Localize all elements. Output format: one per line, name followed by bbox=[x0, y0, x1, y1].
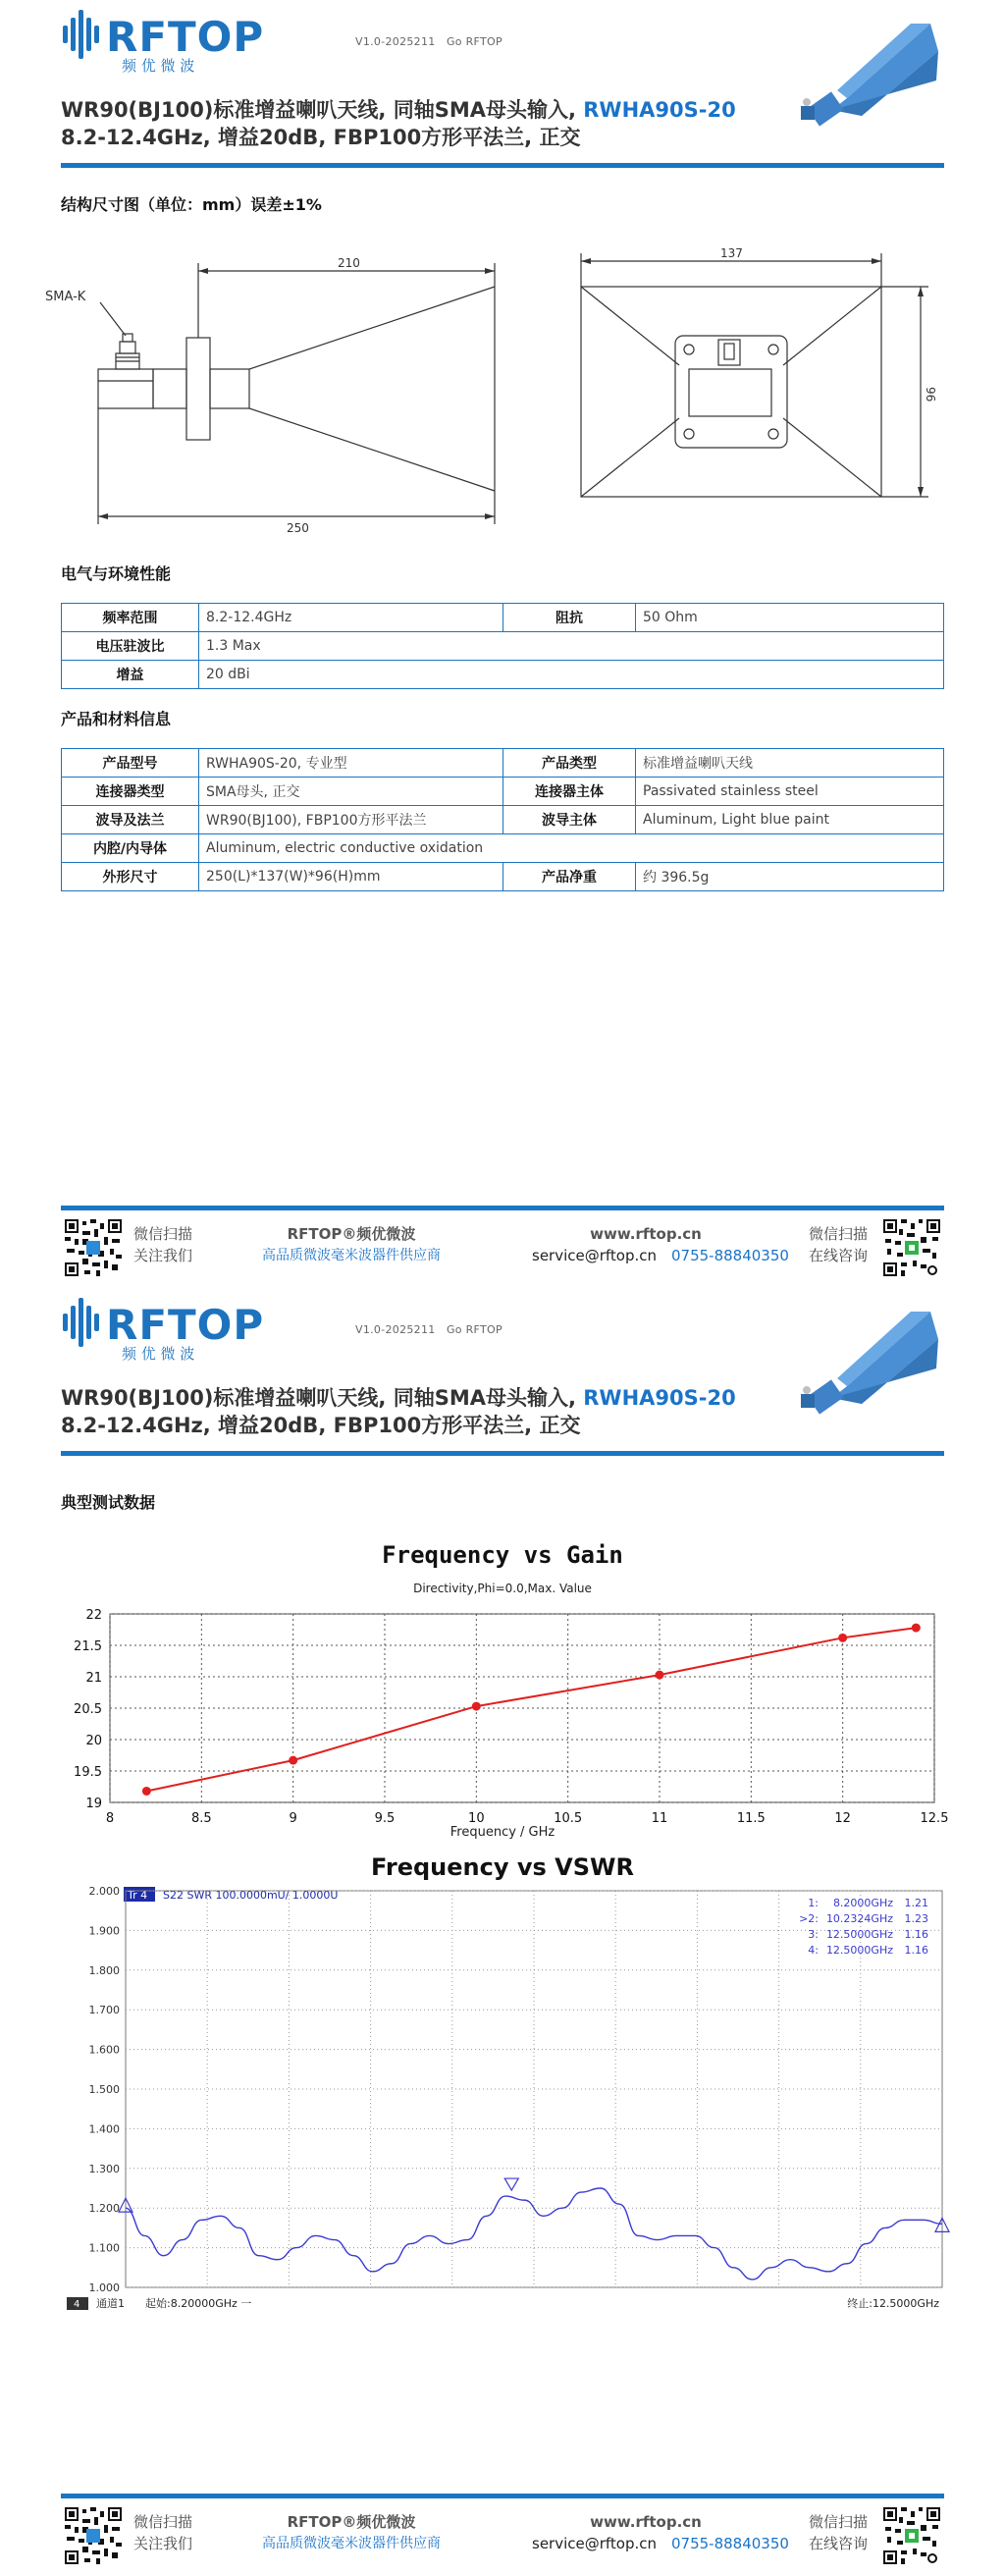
qr-code-consult-icon bbox=[883, 1219, 940, 1276]
footer-company: RFTOP®频优微波 bbox=[287, 2513, 416, 2531]
gain-xtick-label: 11 bbox=[651, 1811, 668, 1826]
flange-front bbox=[675, 336, 787, 448]
footer-slogan: 高品质微波毫米波器件供应商 bbox=[262, 2536, 441, 2551]
section-title-electrical: 电气与环境性能 bbox=[61, 564, 172, 583]
product-info-table bbox=[61, 748, 944, 891]
version-number: V1.0-2025211 bbox=[355, 35, 436, 48]
trace-info: S22 SWR 100.0000mU/ 1.0000U bbox=[163, 1889, 339, 1902]
connector-body-label: 连接器主体 bbox=[503, 778, 636, 806]
footer-divider bbox=[61, 2494, 944, 2498]
section-title-test-data: 典型测试数据 bbox=[61, 1493, 156, 1512]
footer-phone: 0755-88840350 bbox=[671, 2535, 789, 2552]
waveguide-label: 波导及法兰 bbox=[62, 806, 199, 834]
vswr-label: 电压驻波比 bbox=[62, 632, 199, 661]
horn-aperture bbox=[581, 287, 881, 497]
waveguide-body-value: Aluminum, Light blue paint bbox=[636, 806, 944, 834]
connector-type-label: 连接器类型 bbox=[62, 778, 199, 806]
vswr-ytick-label: 1.900 bbox=[88, 1924, 120, 1938]
footer-email[interactable]: service@rftop.cn bbox=[532, 2535, 658, 2552]
gain-chart-xticks bbox=[106, 1811, 949, 1826]
brand-text: RFTOP bbox=[106, 1301, 265, 1349]
table-row bbox=[62, 778, 944, 806]
title-model: RWHA90S-20 bbox=[583, 98, 736, 122]
inner-value: Aluminum, electric conductive oxidation bbox=[199, 834, 944, 863]
footer-wechat-scan: 微信扫描 bbox=[133, 2513, 193, 2531]
marker-value: 1.23 bbox=[904, 1912, 928, 1925]
version-line bbox=[355, 35, 502, 48]
gain-series-line bbox=[146, 1628, 916, 1791]
table-row bbox=[62, 834, 944, 863]
brand-text: RFTOP bbox=[106, 13, 265, 61]
vswr-ytick-label: 1.500 bbox=[88, 2083, 120, 2096]
connector-body-value: Passivated stainless steel bbox=[636, 778, 944, 806]
footer-phone: 0755-88840350 bbox=[671, 1247, 789, 1264]
model-value: RWHA90S-20, 专业型 bbox=[199, 749, 503, 778]
brand-cn-text: 频 优 微 波 bbox=[122, 57, 195, 75]
vswr-ytick-label: 1.600 bbox=[88, 2043, 120, 2057]
gain-chart-title: Frequency vs Gain bbox=[382, 1541, 623, 1569]
gain-chart-series bbox=[142, 1624, 921, 1796]
type-label: 产品类型 bbox=[503, 749, 636, 778]
table-row bbox=[62, 604, 944, 632]
product-title-line-2: 8.2-12.4GHz, 增益20dB, FBP100方形平法兰, 正交 bbox=[61, 126, 581, 149]
product-title-line-1 bbox=[61, 94, 736, 124]
gain-chart-xlabel: Frequency / GHz bbox=[450, 1825, 555, 1840]
table-row bbox=[62, 863, 944, 891]
impedance-value: 50 Ohm bbox=[636, 604, 944, 632]
vswr-ytick-label: 1.300 bbox=[88, 2162, 120, 2175]
marker-frequency: 8.2000GHz bbox=[832, 1897, 893, 1909]
version-note: Go RFTOP bbox=[446, 1323, 502, 1336]
vswr-ytick-label: 1.400 bbox=[88, 2122, 120, 2136]
vswr-ytick-label: 1.000 bbox=[88, 2281, 120, 2294]
sweep-start: 起始:8.20000GHz 一 bbox=[145, 2297, 252, 2310]
vswr-marker-table bbox=[799, 1897, 928, 1957]
size-label: 外形尺寸 bbox=[62, 863, 199, 891]
horn-antenna-image bbox=[793, 22, 940, 130]
footer-wechat-scan-2: 微信扫描 bbox=[809, 2513, 869, 2531]
title-model: RWHA90S-20 bbox=[583, 1386, 736, 1410]
table-row bbox=[62, 632, 944, 661]
marker-value: 1.21 bbox=[904, 1897, 928, 1909]
freq-value: 8.2-12.4GHz bbox=[199, 604, 503, 632]
vswr-ytick-label: 1.200 bbox=[88, 2202, 120, 2216]
qr-code-icon bbox=[65, 1219, 122, 1276]
version-number: V1.0-2025211 bbox=[355, 1323, 436, 1336]
qr-code-icon bbox=[65, 2507, 122, 2564]
gain-xtick-label: 10.5 bbox=[554, 1811, 583, 1826]
header-divider bbox=[61, 1451, 944, 1456]
title-prefix: WR90(BJ100)标准增益喇叭天线, 同轴SMA母头输入, bbox=[61, 98, 584, 122]
footer-email[interactable]: service@rftop.cn bbox=[532, 1247, 658, 1264]
dimension-drawing bbox=[45, 232, 944, 536]
marker-value: 1.16 bbox=[904, 1928, 928, 1941]
gain-xtick-label: 11.5 bbox=[736, 1811, 766, 1826]
section-title-product: 产品和材料信息 bbox=[61, 710, 172, 728]
vswr-ytick-label: 1.700 bbox=[88, 2004, 120, 2017]
gain-ytick-label: 19.5 bbox=[74, 1765, 102, 1780]
section-title-dimensions: 结构尺寸图（单位：mm）误差±1% bbox=[61, 195, 322, 214]
vswr-value: 1.3 Max bbox=[199, 632, 944, 661]
marker-value: 1.16 bbox=[904, 1944, 928, 1957]
marker-frequency: 12.5000GHz bbox=[825, 1928, 893, 1941]
connector-type-value: SMA母头, 正交 bbox=[199, 778, 503, 806]
dim-horn-length: 210 bbox=[338, 256, 360, 270]
datasheet-page-2 bbox=[0, 1288, 1005, 2576]
impedance-label: 阻抗 bbox=[503, 604, 636, 632]
waveguide-body-label: 波导主体 bbox=[503, 806, 636, 834]
freq-label: 频率范围 bbox=[62, 604, 199, 632]
version-note: Go RFTOP bbox=[446, 35, 502, 48]
horn-antenna-image bbox=[793, 1310, 940, 1418]
model-label: 产品型号 bbox=[62, 749, 199, 778]
gain-chart-subtitle: Directivity,Phi=0.0,Max. Value bbox=[413, 1582, 592, 1595]
marker-id: 4: bbox=[808, 1944, 819, 1957]
channel-number: 4 bbox=[74, 2299, 80, 2310]
version-line bbox=[355, 1323, 502, 1336]
gain-xtick-label: 9.5 bbox=[374, 1811, 396, 1826]
sweep-stop: 终止:12.5000GHz bbox=[847, 2297, 939, 2310]
brand-cn-text: 频 优 微 波 bbox=[122, 1345, 195, 1363]
product-title-line-1 bbox=[61, 1382, 736, 1412]
gain-label: 增益 bbox=[62, 661, 199, 689]
page-footer bbox=[61, 2494, 944, 2564]
gain-xtick-label: 8 bbox=[105, 1811, 115, 1826]
connector-callout: SMA-K bbox=[45, 290, 86, 304]
gain-data-point bbox=[838, 1634, 847, 1642]
electrical-spec-table bbox=[61, 603, 944, 689]
gain-ytick-label: 19 bbox=[85, 1797, 102, 1811]
footer-consult: 在线咨询 bbox=[809, 2535, 869, 2552]
gain-ytick-label: 20.5 bbox=[74, 1702, 102, 1717]
gain-value: 20 dBi bbox=[199, 661, 944, 689]
weight-label: 产品净重 bbox=[503, 863, 636, 891]
dim-aperture-height: 96 bbox=[924, 387, 937, 402]
gain-data-point bbox=[142, 1787, 151, 1796]
footer-company: RFTOP®频优微波 bbox=[287, 1225, 416, 1243]
vswr-ytick-label: 1.800 bbox=[88, 1963, 120, 1977]
rftop-logo bbox=[61, 1294, 267, 1363]
waveguide-section bbox=[98, 369, 153, 408]
page-footer bbox=[61, 1206, 944, 1276]
footer-wechat-scan-2: 微信扫描 bbox=[809, 1225, 869, 1243]
vswr-chart bbox=[61, 1850, 944, 2311]
footer-website[interactable]: www.rftop.cn bbox=[590, 1225, 702, 1243]
size-value: 250(L)*137(W)*96(H)mm bbox=[199, 863, 503, 891]
type-value: 标准增益喇叭天线 bbox=[636, 749, 944, 778]
gain-ytick-label: 20 bbox=[85, 1734, 102, 1748]
footer-wechat-scan: 微信扫描 bbox=[133, 1225, 193, 1243]
marker-id: >2: bbox=[799, 1912, 819, 1925]
title-prefix: WR90(BJ100)标准增益喇叭天线, 同轴SMA母头输入, bbox=[61, 1386, 584, 1410]
inner-label: 内腔/内导体 bbox=[62, 834, 199, 863]
footer-divider bbox=[61, 1206, 944, 1210]
footer-follow-us: 关注我们 bbox=[133, 1247, 193, 1264]
product-title-line-2: 8.2-12.4GHz, 增益20dB, FBP100方形平法兰, 正交 bbox=[61, 1414, 581, 1437]
vswr-chart-title: Frequency vs VSWR bbox=[371, 1853, 634, 1881]
table-row bbox=[62, 806, 944, 834]
vswr-chart-yticks bbox=[89, 1885, 121, 2294]
vswr-ytick-label: 1.100 bbox=[88, 2241, 120, 2255]
gain-data-point bbox=[289, 1756, 297, 1765]
qr-code-consult-icon bbox=[883, 2507, 940, 2564]
gain-xtick-label: 9 bbox=[289, 1811, 297, 1826]
gain-chart-yticks bbox=[74, 1608, 102, 1811]
footer-slogan: 高品质微波毫米波器件供应商 bbox=[262, 1248, 441, 1263]
marker-frequency: 12.5000GHz bbox=[825, 1944, 893, 1957]
trace-label: Tr 4 bbox=[128, 1889, 148, 1902]
footer-website[interactable]: www.rftop.cn bbox=[590, 2513, 702, 2531]
footer-follow-us: 关注我们 bbox=[133, 2535, 193, 2552]
gain-xtick-label: 8.5 bbox=[190, 1811, 212, 1826]
gain-ytick-label: 21 bbox=[85, 1671, 102, 1686]
table-row bbox=[62, 661, 944, 689]
gain-data-point bbox=[912, 1624, 921, 1633]
marker-id: 1: bbox=[808, 1897, 819, 1909]
marker-frequency: 10.2324GHz bbox=[825, 1912, 893, 1925]
channel-label: 通道1 bbox=[96, 2297, 125, 2310]
table-row bbox=[62, 749, 944, 778]
dim-total-length: 250 bbox=[287, 521, 309, 535]
gain-ytick-label: 22 bbox=[85, 1608, 102, 1623]
gain-chart-grid bbox=[110, 1614, 934, 1802]
gain-data-point bbox=[656, 1671, 664, 1680]
dim-aperture-width: 137 bbox=[720, 246, 743, 260]
waveguide-value: WR90(BJ100), FBP100方形平法兰 bbox=[199, 806, 503, 834]
gain-xtick-label: 12 bbox=[834, 1811, 851, 1826]
marker-id: 3: bbox=[808, 1928, 819, 1941]
vswr-chart-grid bbox=[126, 1891, 942, 2287]
header-divider bbox=[61, 163, 944, 168]
vswr-marker-2 bbox=[504, 2178, 518, 2190]
flange-side bbox=[186, 338, 210, 440]
footer-consult: 在线咨询 bbox=[809, 1247, 869, 1264]
gain-ytick-label: 21.5 bbox=[74, 1639, 102, 1654]
vswr-ytick-label: 2.000 bbox=[88, 1885, 120, 1898]
rftop-logo bbox=[61, 6, 267, 75]
gain-xtick-label: 10 bbox=[468, 1811, 485, 1826]
gain-data-point bbox=[472, 1702, 481, 1711]
gain-chart bbox=[61, 1535, 949, 1840]
gain-xtick-label: 12.5 bbox=[920, 1811, 949, 1826]
weight-value: 约 396.5g bbox=[636, 863, 944, 891]
